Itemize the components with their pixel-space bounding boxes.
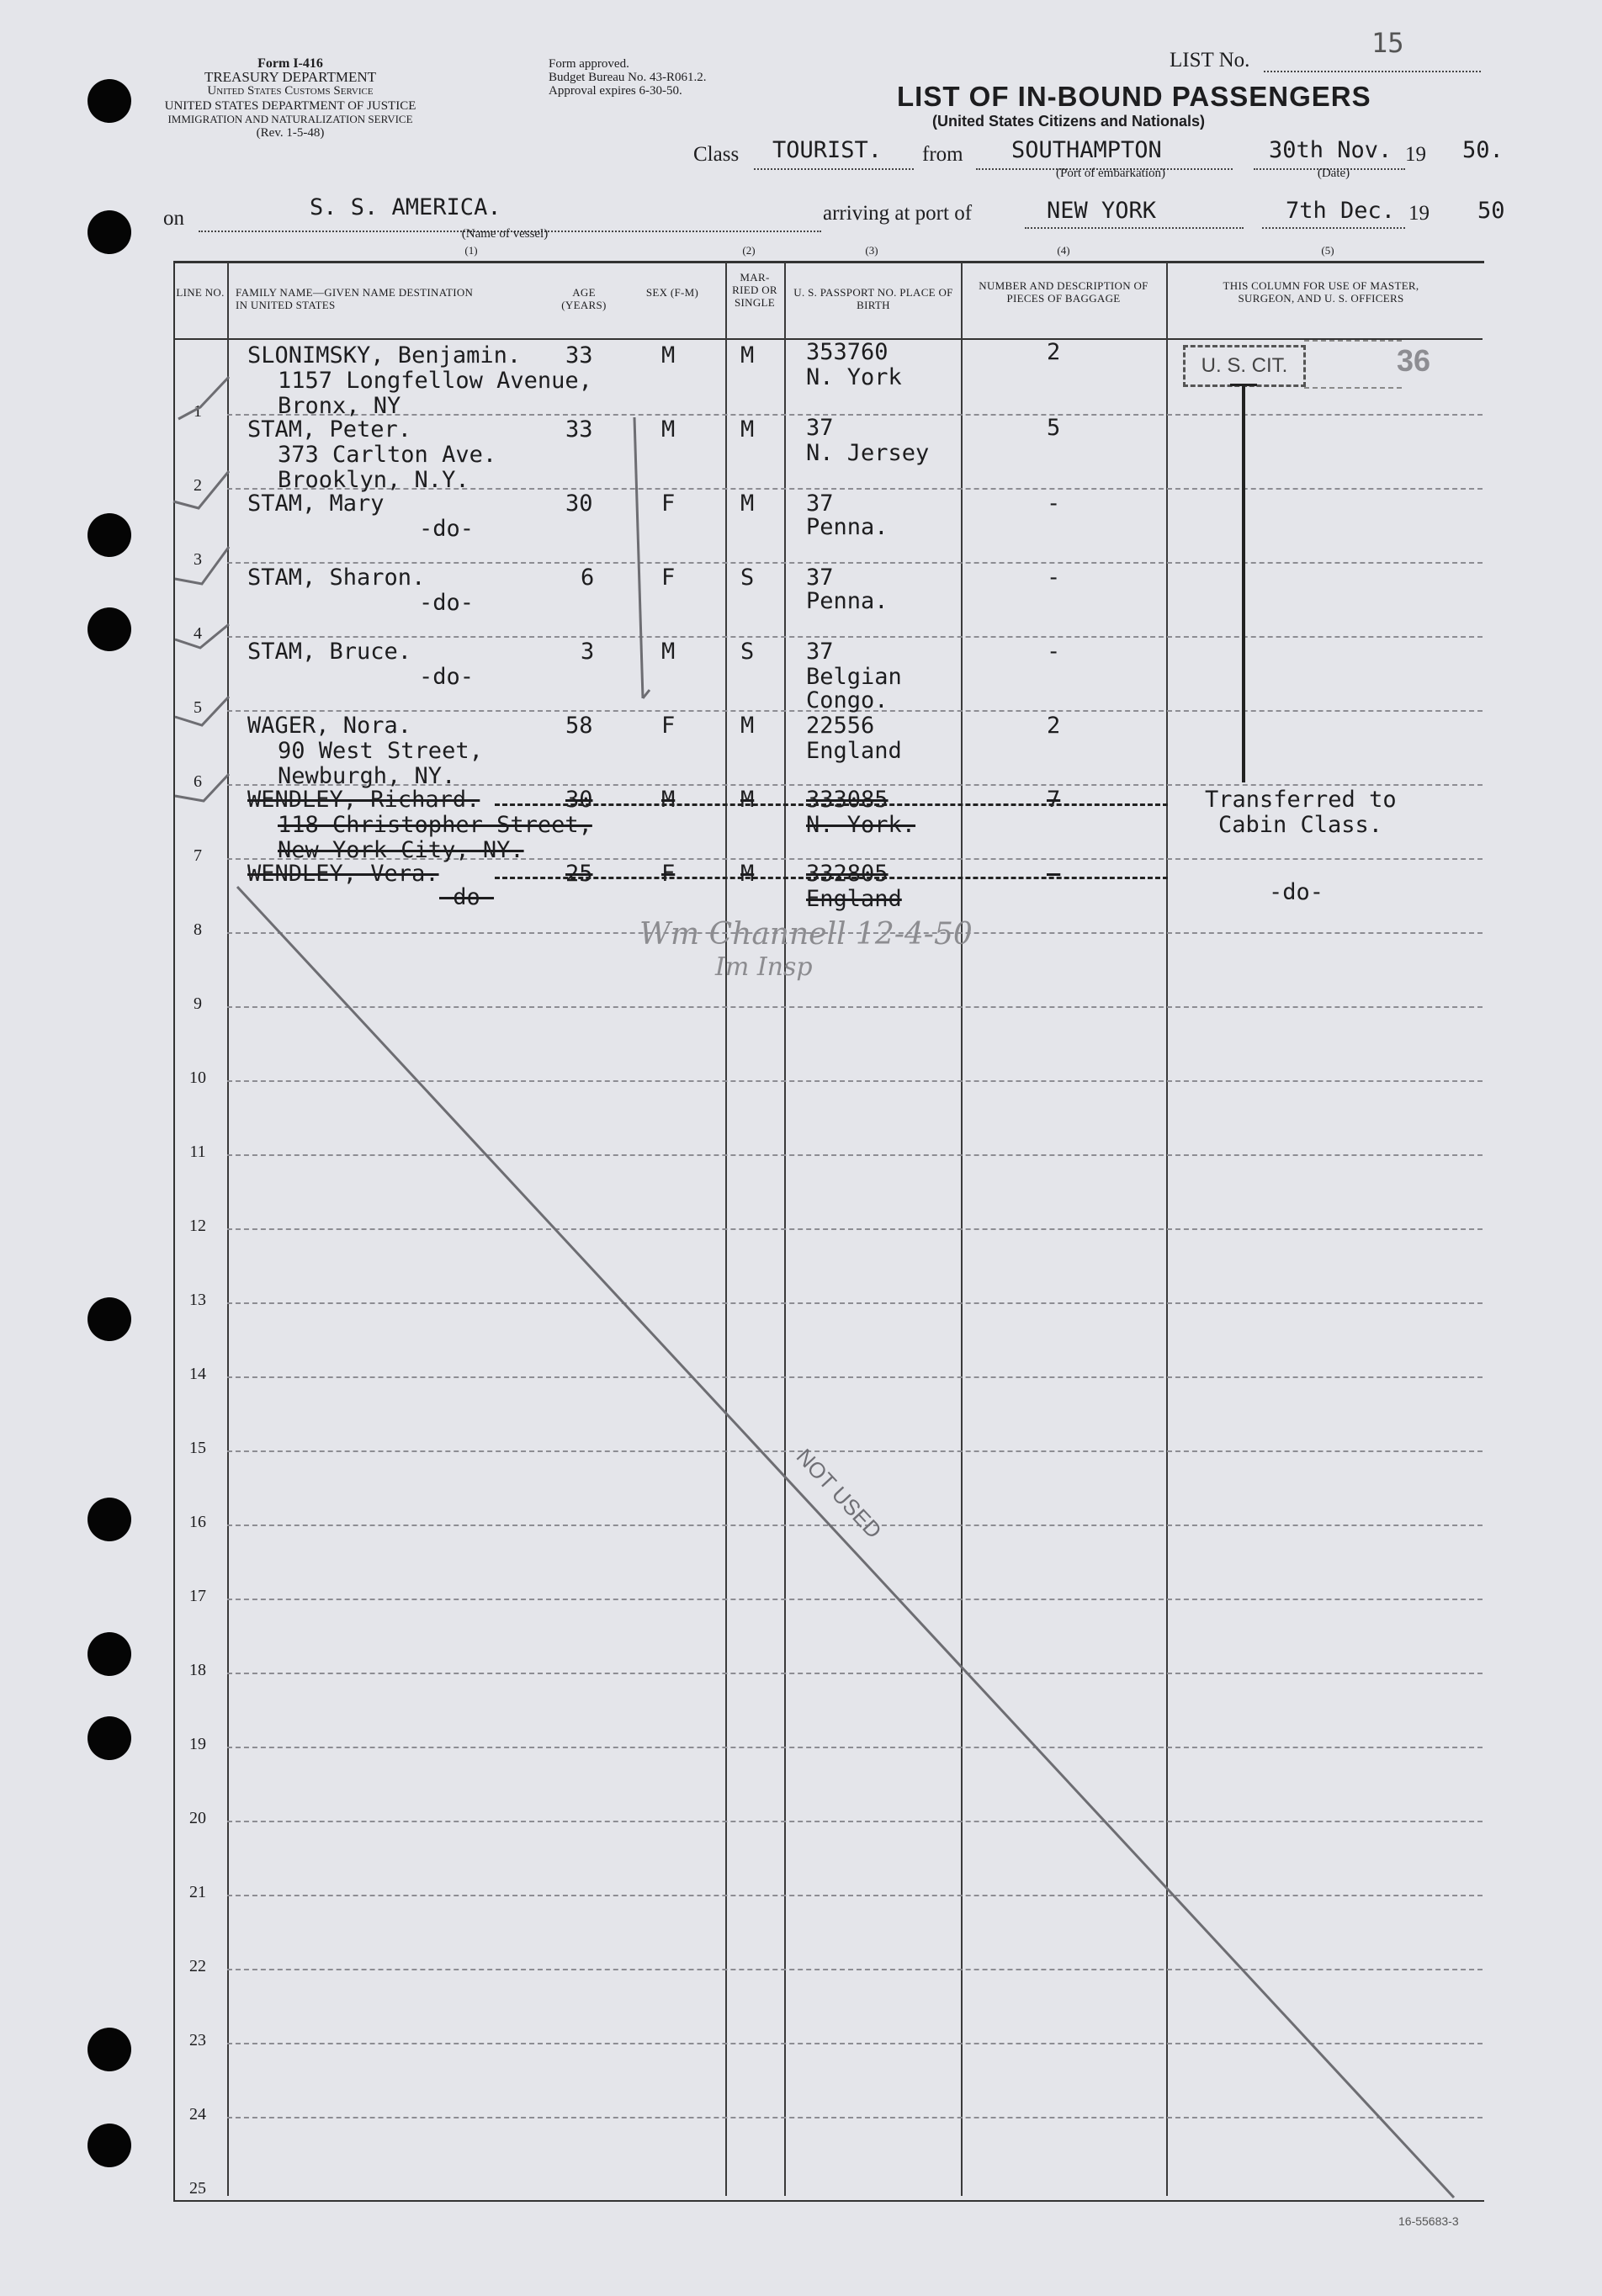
inspector-title: Im Insp <box>715 952 813 982</box>
ins-service: IMMIGRATION AND NATURALIZATION SERVICE <box>167 113 413 125</box>
row-number: 13 <box>189 1291 206 1309</box>
col-number-5: (5) <box>1321 244 1334 257</box>
baggage-count: 5 <box>1047 415 1061 441</box>
passenger-age-cancelled: 25 <box>565 861 593 887</box>
passport-number-cancelled: 333085 <box>806 787 889 813</box>
passenger-name-cancelled: WENDLEY, Vera. <box>247 861 439 887</box>
row-number: 24 <box>189 2105 206 2124</box>
place-of-birth: Belgian <box>806 664 902 690</box>
header-sex: SEX (F-M) <box>645 286 699 299</box>
form-number: Form I-416 <box>257 56 323 71</box>
header-passport: U. S. PASSPORT NO. PLACE OF BIRTH <box>793 286 953 311</box>
transferred-note: Transferred to <box>1205 787 1397 813</box>
passenger-marital: M <box>740 342 755 369</box>
passenger-address: -do- <box>419 590 475 616</box>
passenger-sex: M <box>661 416 676 443</box>
pencil-bracket <box>634 417 643 698</box>
passenger-name: STAM, Peter. <box>247 416 412 443</box>
do-mark: -do- <box>1269 879 1324 905</box>
passenger-sex: M <box>661 639 676 665</box>
passenger-name: WAGER, Nora. <box>247 713 412 739</box>
header-married: MAR-RIED OR SINGLE <box>732 271 777 309</box>
place-of-birth: Penna. <box>806 588 889 614</box>
row-number: 4 <box>194 624 202 643</box>
row-number: 3 <box>194 550 202 569</box>
class-label: Class <box>693 143 740 166</box>
passport-number: 37 <box>806 415 834 441</box>
class-value: TOURIST. <box>772 137 883 163</box>
passenger-marital: S <box>740 639 755 665</box>
row-number: 14 <box>189 1365 206 1383</box>
passenger-address: Newburgh, NY. <box>278 763 456 789</box>
passenger-name-cancelled: WENDLEY, Richard. <box>247 787 480 813</box>
passenger-age: 6 <box>581 565 595 591</box>
passport-number: 37 <box>806 490 834 517</box>
row-number: 7 <box>194 846 202 865</box>
passenger-age: 58 <box>565 713 593 739</box>
col-number-1: (1) <box>464 244 478 257</box>
check-mark <box>178 377 229 419</box>
row-number: 2 <box>194 476 202 495</box>
row-number: 15 <box>189 1439 206 1457</box>
baggage-count-cancelled: 7 <box>1047 787 1061 813</box>
place-of-birth-cancelled: N. York. <box>806 812 916 838</box>
passport-number: 353760 <box>806 339 889 365</box>
passenger-sex: F <box>661 565 676 591</box>
place-of-birth: Penna. <box>806 514 889 540</box>
col-number-2: (2) <box>742 244 756 257</box>
row-number: 20 <box>189 1809 206 1827</box>
list-no: 15 <box>1371 27 1404 59</box>
row-number: 21 <box>189 1883 206 1901</box>
customs-service: United States Customs Service <box>207 84 374 98</box>
port-of-embarkation: SOUTHAMPTON <box>1011 137 1162 163</box>
on-label: on <box>163 207 184 230</box>
row-number: 1 <box>194 402 202 421</box>
not-used-mark: NOT USED <box>791 1443 887 1544</box>
passenger-marital: M <box>740 490 755 517</box>
row-number: 11 <box>189 1143 206 1161</box>
approval-expires: Approval expires 6-30-50. <box>549 84 682 98</box>
justice-department: UNITED STATES DEPARTMENT OF JUSTICE <box>164 99 416 113</box>
passenger-sex: F <box>661 490 676 517</box>
place-of-birth-cancelled: England <box>806 886 902 912</box>
arrival-date: 7th Dec. <box>1286 198 1396 224</box>
page-title: LIST OF IN-BOUND PASSENGERS <box>897 81 1371 112</box>
baggage-count: - <box>1047 490 1061 517</box>
check-mark <box>175 774 229 801</box>
passport-number-cancelled: 332805 <box>806 861 889 887</box>
page-subtitle: (United States Citizens and Nationals) <box>932 113 1206 130</box>
row-number: 5 <box>194 698 202 717</box>
row-number: 23 <box>189 2031 206 2049</box>
header-age: AGE (YEARS) <box>561 286 607 311</box>
passenger-age: 33 <box>565 416 593 443</box>
place-of-birth: England <box>806 738 902 764</box>
passenger-age-cancelled: 30 <box>565 787 593 813</box>
form-revision: (Rev. 1-5-48) <box>256 126 325 140</box>
check-mark <box>175 697 229 725</box>
passenger-sex: M <box>661 342 676 369</box>
passenger-address-cancelled: New York City, NY. <box>278 837 524 863</box>
passenger-address: 90 West Street, <box>278 738 483 764</box>
check-mark <box>175 547 229 584</box>
row-number: 12 <box>189 1217 206 1235</box>
year-prefix-2: 19 <box>1408 202 1430 225</box>
place-of-birth: N. York <box>806 364 902 390</box>
passenger-address: Brooklyn, N.Y. <box>278 467 469 493</box>
inspector-signature: Wm Channell 12-4-50 <box>639 917 973 952</box>
departure-year: 50. <box>1462 137 1504 163</box>
passenger-age: 33 <box>565 342 593 369</box>
col-number-3: (3) <box>865 244 878 257</box>
row-number: 16 <box>189 1513 206 1531</box>
header-name: FAMILY NAME—GIVEN NAME DESTINATION IN UNITED STATES <box>236 286 474 311</box>
passenger-marital: S <box>740 565 755 591</box>
passenger-address: -do- <box>419 516 475 542</box>
not-used-diagonal <box>237 884 1454 2198</box>
passenger-marital-cancelled: M <box>740 787 755 813</box>
place-of-birth: N. Jersey <box>806 440 930 466</box>
row-number: 22 <box>189 1957 206 1975</box>
row-number: 17 <box>189 1587 206 1605</box>
col-number-4: (4) <box>1057 244 1070 257</box>
passenger-address: -do- <box>419 664 475 690</box>
us-citizen-stamp: U. S. CIT. <box>1183 345 1306 387</box>
baggage-count: 2 <box>1047 339 1061 365</box>
budget-bureau: Budget Bureau No. 43-R061.2. <box>549 71 707 84</box>
passenger-address: 373 Carlton Ave. <box>278 442 497 468</box>
from-label: from <box>922 143 963 166</box>
passenger-age: 30 <box>565 490 593 517</box>
row-number: 8 <box>194 920 202 939</box>
arriving-label: arriving at port of <box>823 202 973 225</box>
row-number: 18 <box>189 1661 206 1679</box>
passenger-marital-cancelled: M <box>740 861 755 887</box>
vessel-caption: (Name of vessel) <box>461 227 549 241</box>
baggage-count: 2 <box>1047 713 1061 739</box>
header-line-no: LINE NO. <box>176 286 225 299</box>
baggage-count-cancelled: - <box>1047 861 1061 887</box>
passenger-marital: M <box>740 416 755 443</box>
arrival-year: 50 <box>1477 198 1505 224</box>
check-mark <box>175 624 229 648</box>
row-number: 6 <box>194 772 202 791</box>
vessel-name: S. S. AMERICA. <box>310 194 501 220</box>
transferred-note: Cabin Class. <box>1218 812 1383 838</box>
baggage-count: - <box>1047 639 1061 665</box>
passenger-name: STAM, Sharon. <box>247 565 426 591</box>
passenger-sex: F <box>661 713 676 739</box>
date-caption: (Date) <box>1317 167 1350 180</box>
row-number: 10 <box>189 1068 206 1087</box>
header-officers: THIS COLUMN FOR USE OF MASTER, SURGEON, AND U. S. OFFICERS <box>1223 279 1419 305</box>
baggage-count: - <box>1047 565 1061 591</box>
passenger-name: SLONIMSKY, Benjamin. <box>247 342 522 369</box>
port-of-arrival: NEW YORK <box>1047 198 1157 224</box>
passenger-sex-cancelled: M <box>661 787 676 813</box>
passport-number: 37 <box>806 639 834 665</box>
passenger-sex-cancelled: F <box>661 861 676 887</box>
treasury-department: TREASURY DEPARTMENT <box>204 69 377 85</box>
passenger-address-cancelled: 118 Christopher Street, <box>278 812 592 838</box>
passport-number: 37 <box>806 565 834 591</box>
footer-code: 16-55683-3 <box>1398 2214 1459 2228</box>
row-number: 19 <box>189 1735 206 1753</box>
citizen-count: 36 <box>1397 343 1431 378</box>
row-number: 9 <box>194 994 202 1013</box>
passenger-age: 3 <box>581 639 595 665</box>
passenger-marital: M <box>740 713 755 739</box>
form-approved: Form approved. <box>549 57 629 71</box>
header-baggage: NUMBER AND DESCRIPTION OF PIECES OF BAGGAGE <box>979 279 1148 305</box>
passenger-address: 1157 Longfellow Avenue, <box>278 368 592 394</box>
passenger-name: STAM, Mary <box>247 490 385 517</box>
passenger-address: Bronx, NY <box>278 393 401 419</box>
place-of-birth: Congo. <box>806 687 889 713</box>
passenger-address-cancelled: -do- <box>439 884 495 910</box>
departure-date: 30th Nov. <box>1269 137 1392 163</box>
list-no-label: LIST No. <box>1170 49 1250 72</box>
passport-number: 22556 <box>806 713 875 739</box>
passenger-name: STAM, Bruce. <box>247 639 412 665</box>
row-number: 25 <box>189 2179 206 2198</box>
check-mark <box>173 471 229 508</box>
embarkation-caption: (Port of embarkation) <box>1056 167 1165 180</box>
year-prefix-1: 19 <box>1405 143 1426 166</box>
